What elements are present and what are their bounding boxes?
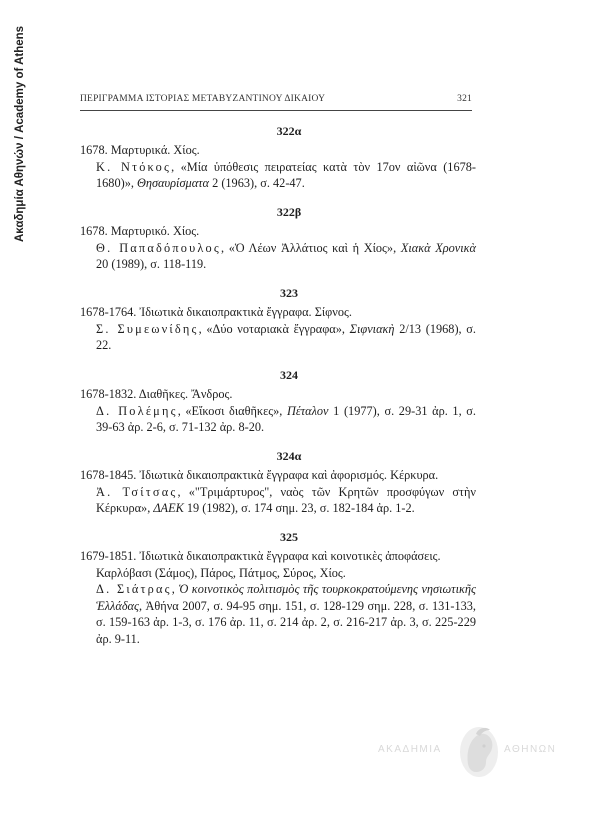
watermark-text-left: ΑΚΑΔΗΜΙΑ bbox=[378, 744, 442, 755]
citation-details: , Ἀθήνα 2007, σ. 94-95 σημ. 151, σ. 128-129 σημ. 228, σ. 131-133, σ. 159-163 ἀρ. 1-3, σ. 176 ἀρ. 11, σ. 214 ἀρ. 2, σ. 216-217 ἀρ. 3, σ. 225-229 ἀρ. 9-11. bbox=[96, 598, 476, 646]
watermark-text-right: ΑΘΗΝΩΝ bbox=[504, 744, 557, 755]
section-325 bbox=[80, 530, 476, 647]
citation-text: , «"Τριμάρτυρος", ναὸς τῶν Κρητῶν προσφύγων στὴν Κέρκυρα», bbox=[96, 484, 476, 515]
page-number: 321 bbox=[457, 94, 472, 104]
side-stamp-text: Ακαδημία Αθηνών / Academy of Athens bbox=[14, 25, 26, 242]
citation-details: 2 (1963), σ. 42-47. bbox=[209, 176, 305, 190]
section-title: 325 bbox=[280, 530, 298, 544]
section-title: 322α bbox=[276, 124, 302, 138]
running-head-title: ΠΕΡΙΓΡΑΜΜΑ ΙΣΤΟΡΙΑΣ ΜΕΤΑΒΥΖΑΝΤΙΝΟΥ ΔΙΚΑΙΟΥ bbox=[80, 94, 326, 104]
section-322b bbox=[80, 205, 476, 273]
section-324a bbox=[80, 449, 476, 517]
citation bbox=[96, 240, 476, 273]
citation bbox=[96, 484, 476, 517]
entry-line: 1679-1851. Ἰδιωτικὰ δικαιοπρακτικὰ ἔγγραφα καὶ κοινοτικὲς ἀποφάσεις. bbox=[80, 549, 441, 563]
entry-line: 1678-1832. Διαθῆκες. Ἄνδρος. bbox=[80, 387, 233, 401]
section-title: 323 bbox=[280, 286, 298, 300]
citation-author: Θ. Παπαδόπουλος bbox=[96, 240, 221, 255]
citation-details: 20 (1989), σ. 118-119. bbox=[96, 257, 207, 271]
header-rule bbox=[80, 110, 472, 111]
citation-journal: Ὁ κοινοτικὸς πολιτισμὸς τῆς τουρκοκρατούμενης νησιωτικῆς Ἑλλάδας bbox=[96, 582, 476, 613]
citation-author: Δ. Πολέμης bbox=[96, 403, 178, 418]
citation-text: , «Δύο νοταριακὰ ἔγγραφα», bbox=[198, 321, 350, 336]
citation-details: 2/13 (1968), σ. 22. bbox=[96, 321, 476, 352]
entry-line: 1678-1764. Ἰδιωτικὰ δικαιοπρακτικὰ ἔγγραφα. Σίφνος. bbox=[80, 305, 352, 319]
citation-journal: Σιφνιακὴ bbox=[349, 321, 395, 336]
section-title: 322β bbox=[276, 205, 302, 219]
citation-text: , «Μία ὑπόθεσις πειρατείας κατὰ τὸν 17ον αἰῶνα (1678-1680)», bbox=[96, 159, 476, 190]
citation bbox=[96, 159, 476, 192]
citation-text: , bbox=[171, 582, 179, 596]
section-322a bbox=[80, 124, 476, 192]
section-title: 324 bbox=[280, 368, 298, 382]
citation-text: , «Ὁ Λέων Ἀλλάτιος καὶ ἡ Χίος», bbox=[220, 240, 401, 255]
citation bbox=[96, 581, 476, 647]
citation-author: Δ. Σιάτρας bbox=[96, 582, 172, 596]
citation-journal: ΔΑΕΚ bbox=[153, 501, 184, 515]
citation-text: , «Εἴκοσι διαθῆκες», bbox=[177, 403, 287, 418]
entry-line: 1678-1845. Ἰδιωτικὰ δικαιοπρακτικὰ ἔγγραφα καὶ ἀφορισμός. Κέρκυρα. bbox=[80, 468, 439, 482]
section-323 bbox=[80, 286, 476, 354]
citation-details: 1 (1977), σ. 29-31 ἀρ. 1, σ. 39-63 ἀρ. 2-6, σ. 71-132 ἀρ. 8-20. bbox=[96, 403, 476, 434]
entry-line-continued: Καρλόβασι (Σάμος), Πάρος, Πάτμος, Σύρος, Χίος. bbox=[96, 565, 346, 580]
entry-line: 1678. Μαρτυρικό. Χίος. bbox=[80, 224, 200, 238]
side-stamp bbox=[14, 25, 30, 242]
citation-journal: Θησαυρίσματα bbox=[137, 176, 210, 190]
citation-author: Κ. Ντόκος bbox=[96, 159, 172, 174]
citation bbox=[96, 321, 476, 354]
citation-journal: Πέταλον bbox=[287, 403, 329, 418]
entry-line: 1678. Μαρτυρικά. Χίος. bbox=[80, 143, 200, 157]
running-head bbox=[80, 94, 472, 104]
citation-author: Σ. Συμεωνίδης bbox=[96, 321, 199, 336]
citation-journal: Χιακὰ Χρονικὰ bbox=[400, 240, 477, 255]
citation-details: 19 (1982), σ. 174 σημ. 23, σ. 182-184 ἀρ. 1-2. bbox=[183, 501, 415, 515]
athena-seal-icon bbox=[456, 722, 502, 780]
section-324 bbox=[80, 368, 476, 436]
citation bbox=[96, 403, 476, 436]
section-title: 324α bbox=[276, 449, 302, 463]
citation-author: Ἀ. Τσίτσας bbox=[96, 484, 178, 499]
academy-watermark bbox=[378, 722, 574, 782]
